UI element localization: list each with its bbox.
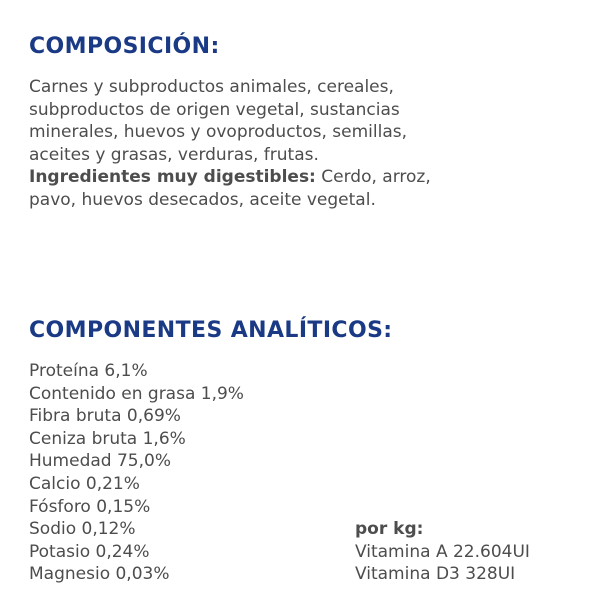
composition-line: subproductos de origen vegetal, sustancias [29,99,400,120]
analytic-item: Contenido en grasa 1,9% [29,383,244,404]
digestible-ingredients [29,166,574,189]
vitamin-item: Vitamina D3 328UI [355,564,516,585]
vitamins-block [355,518,530,586]
analytic-item: Fósforo 0,15% [29,496,151,517]
analytic-item: Calcio 0,21% [29,473,140,494]
analytic-item: Sodio 0,12% [29,519,136,540]
analytic-item: Fibra bruta 0,69% [29,406,181,427]
composition-line: Carnes y subproductos animales, cereales, [29,77,394,97]
analytic-item: Proteína 6,1% [29,361,148,381]
analytic-list [29,360,244,586]
vitamin-item: Vitamina A 22.604UI [355,541,530,562]
digestible-text-first: Cerdo, arroz, [315,167,431,187]
vitamins-title: por kg: [355,519,424,539]
analytic-item: Ceniza bruta 1,6% [29,428,186,449]
analytic-item: Humedad 75,0% [29,451,171,472]
composition-heading: COMPOSICIÓN: [29,34,220,59]
analytic-heading: COMPONENTES ANALÍTICOS: [29,318,393,343]
analytic-item: Magnesio 0,03% [29,564,170,585]
composition-text [29,76,574,211]
digestible-text-second: pavo, huevos desecados, aceite vegetal. [29,189,376,210]
composition-line: aceites y grasas, verduras, frutas. [29,144,319,165]
composition-line: minerales, huevos y ovoproductos, semillas, [29,122,408,142]
digestible-label: Ingredientes muy digestibles: [29,167,316,187]
analytic-item: Potasio 0,24% [29,541,150,562]
